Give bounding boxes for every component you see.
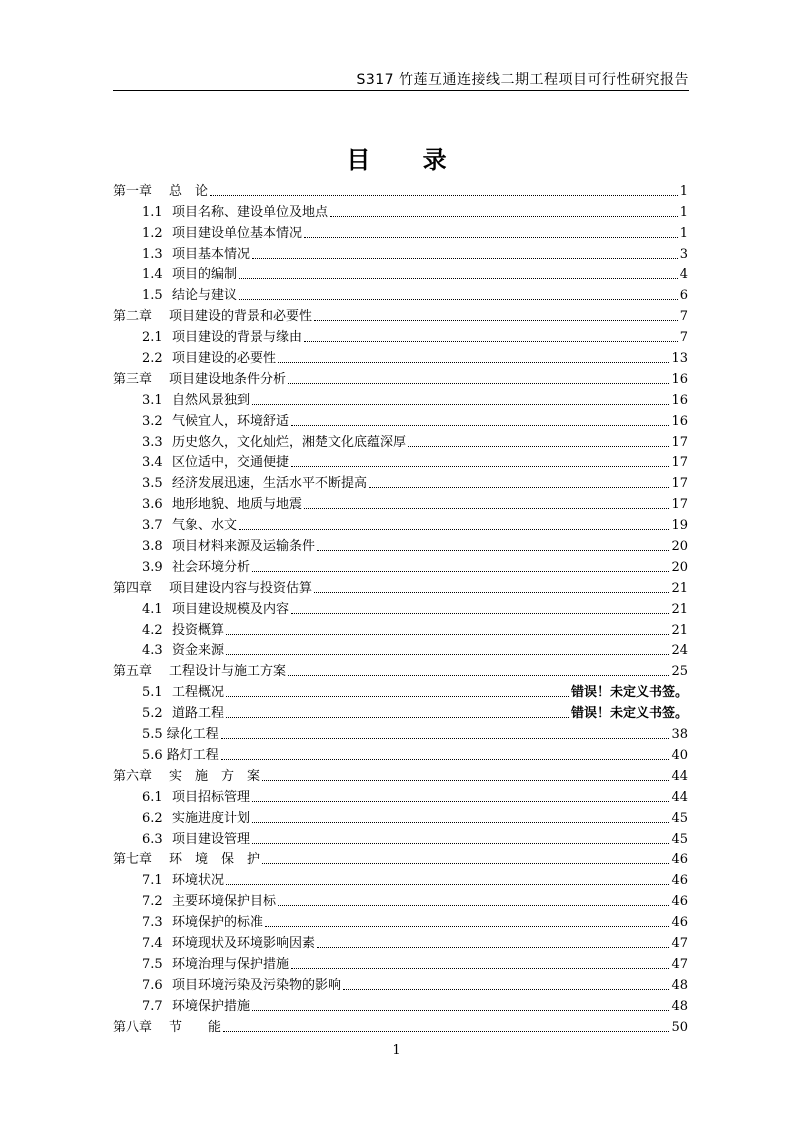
toc-page-number: 46 <box>671 852 688 868</box>
dot-leader <box>252 822 669 823</box>
toc-page-number: 46 <box>671 915 688 931</box>
toc-page-number: 16 <box>671 413 688 429</box>
toc-entry-number: 7.5 <box>142 956 163 972</box>
dot-leader <box>291 466 669 467</box>
toc-bookmark-error: 错误！未定义书签。 <box>570 706 688 722</box>
toc-entry-number: 5.2 <box>142 706 163 722</box>
toc-page-number: 6 <box>679 288 688 304</box>
toc-page-number: 13 <box>671 351 688 367</box>
toc-chapter-entry[interactable] <box>113 304 688 325</box>
dot-leader <box>291 613 669 614</box>
dot-leader <box>278 362 669 363</box>
toc-entry-label: 主要环境保护目标 <box>172 894 277 910</box>
toc-entry-number: 第六章 <box>113 768 153 784</box>
toc-entry-label: 项目基本情况 <box>172 246 251 262</box>
toc-page-number: 17 <box>671 497 688 513</box>
toc-entry-label: 项目建设的背景和必要性 <box>169 309 313 325</box>
toc-entry-number: 第七章 <box>113 852 153 868</box>
toc-entry-label: 项目名称、建设单位及地点 <box>172 204 329 220</box>
toc-entry-label: 结论与建议 <box>172 288 238 304</box>
toc-entry-number: 7.1 <box>142 873 163 889</box>
toc-entry-label: 项目环境污染及污染物的影响 <box>172 977 342 993</box>
dot-leader <box>226 884 669 885</box>
toc-page-number: 1 <box>679 225 688 241</box>
toc-page-number: 47 <box>671 935 688 951</box>
toc-chapter-entry[interactable] <box>113 179 688 200</box>
toc-entry-label: 环境状况 <box>172 873 225 889</box>
toc-section-entry[interactable] <box>113 492 688 513</box>
toc-entry-number: 3.3 <box>142 434 163 450</box>
page-number: 1 <box>392 1043 401 1058</box>
toc-section-entry[interactable] <box>113 409 688 430</box>
toc-section-entry[interactable] <box>113 868 688 889</box>
dot-leader <box>262 863 669 864</box>
toc-entry-label: 路灯工程 <box>166 747 219 763</box>
toc-section-entry[interactable] <box>113 451 688 472</box>
toc-section-entry[interactable] <box>113 785 688 806</box>
toc-entry-number: 7.7 <box>142 998 163 1014</box>
toc-entry-number: 6.2 <box>142 810 163 826</box>
dot-leader <box>226 654 669 655</box>
dot-leader <box>221 759 670 760</box>
toc-entry-label: 节 能 <box>169 1019 222 1035</box>
dot-leader <box>252 1010 669 1011</box>
toc-chapter-entry[interactable] <box>113 367 688 388</box>
toc-page-number: 17 <box>671 434 688 450</box>
toc-chapter-entry[interactable] <box>113 576 688 597</box>
toc-entry-number: 第八章 <box>113 1019 153 1035</box>
toc-entry-number: 7.2 <box>142 894 163 910</box>
toc-entry-number: 4.2 <box>142 622 163 638</box>
toc-section-entry[interactable] <box>113 639 688 660</box>
toc-entry-number: 第一章 <box>113 183 153 199</box>
running-header: S317 竹莲互通连接线二期工程项目可行性研究报告 <box>356 72 689 88</box>
toc-entry-label: 社会环境分析 <box>172 559 251 575</box>
dot-leader <box>221 738 670 739</box>
toc-entry-label: 项目的编制 <box>172 267 238 283</box>
toc-page-number: 17 <box>671 476 688 492</box>
toc-entry-label: 资金来源 <box>172 643 225 659</box>
toc-entry-label: 环境保护的标准 <box>172 915 264 931</box>
toc-page-number: 21 <box>671 622 688 638</box>
toc-entry-label: 道路工程 <box>172 706 225 722</box>
dot-leader <box>304 341 678 342</box>
toc-section-entry[interactable] <box>113 618 688 639</box>
toc-entry-label: 项目建设规模及内容 <box>172 601 290 617</box>
toc-entry-number: 5.5 <box>142 727 163 743</box>
toc-entry-label: 工程概况 <box>172 685 225 701</box>
dot-leader <box>252 258 678 259</box>
toc-page-number: 21 <box>671 601 688 617</box>
toc-page-number: 7 <box>679 309 688 325</box>
toc-section-entry[interactable] <box>113 722 688 743</box>
toc-entry-number: 2.2 <box>142 351 163 367</box>
toc-entry-number: 3.2 <box>142 413 163 429</box>
toc-entry-number: 2.1 <box>142 330 163 346</box>
dot-leader <box>278 905 669 906</box>
toc-chapter-entry[interactable] <box>113 848 688 869</box>
toc-page-number: 46 <box>671 873 688 889</box>
toc-chapter-entry[interactable] <box>113 764 688 785</box>
header-rule <box>113 90 689 91</box>
toc-section-entry[interactable] <box>113 283 688 304</box>
dot-leader <box>291 968 669 969</box>
dot-leader <box>330 216 678 217</box>
toc-entry-label: 项目材料来源及运输条件 <box>172 539 316 555</box>
toc-entry-label: 实 施 方 案 <box>169 768 261 784</box>
toc-entry-label: 地形地貌、地质与地震 <box>172 497 303 513</box>
toc-page-number: 40 <box>671 747 688 763</box>
toc-page-number: 16 <box>671 371 688 387</box>
toc-section-entry[interactable] <box>113 325 688 346</box>
toc-page-number: 16 <box>671 392 688 408</box>
toc-section-entry[interactable] <box>113 743 688 764</box>
toc-page-number: 20 <box>671 559 688 575</box>
toc-page-number: 19 <box>671 518 688 534</box>
dot-leader <box>239 529 669 530</box>
dot-leader <box>291 425 669 426</box>
toc-page-number: 38 <box>671 727 688 743</box>
dot-leader <box>239 299 678 300</box>
toc-entry-number: 7.6 <box>142 977 163 993</box>
dot-leader <box>252 801 669 802</box>
toc-page-number: 45 <box>671 831 688 847</box>
dot-leader <box>343 989 669 990</box>
toc-page-number: 46 <box>671 894 688 910</box>
toc-section-entry[interactable] <box>113 931 688 952</box>
toc-entry-label: 实施进度计划 <box>172 810 251 826</box>
toc-entry-label: 项目建设的必要性 <box>172 351 277 367</box>
toc-entry-label: 自然风景独到 <box>172 392 251 408</box>
toc-page-number: 47 <box>671 956 688 972</box>
toc-page-number: 48 <box>671 977 688 993</box>
toc-section-entry[interactable] <box>113 973 688 994</box>
dot-leader <box>317 947 669 948</box>
toc-page-number: 50 <box>671 1019 688 1035</box>
toc-section-entry[interactable] <box>113 221 688 242</box>
toc-page-number: 20 <box>671 539 688 555</box>
table-of-contents <box>113 179 688 1036</box>
toc-entry-label: 项目建设的背景与缘由 <box>172 330 303 346</box>
dot-leader <box>265 926 669 927</box>
toc-section-entry[interactable] <box>113 200 688 221</box>
toc-entry-number: 7.3 <box>142 915 163 931</box>
dot-leader <box>252 571 669 572</box>
toc-entry-label: 项目建设地条件分析 <box>169 371 287 387</box>
toc-entry-label: 工程设计与施工方案 <box>169 664 287 680</box>
toc-entry-number: 1.5 <box>142 288 163 304</box>
dot-leader <box>369 487 669 488</box>
toc-section-entry[interactable] <box>113 346 688 367</box>
toc-entry-number: 5.6 <box>142 747 163 763</box>
toc-entry-label: 绿化工程 <box>166 727 219 743</box>
toc-entry-label: 项目建设管理 <box>172 831 251 847</box>
toc-entry-label: 历史悠久，文化灿烂，湘楚文化底蕴深厚 <box>172 434 407 450</box>
toc-entry-label: 气象、水文 <box>172 518 238 534</box>
toc-entry-number: 1.1 <box>142 204 163 220</box>
toc-section-entry[interactable] <box>113 597 688 618</box>
toc-section-entry[interactable] <box>113 994 688 1015</box>
dot-leader <box>314 320 678 321</box>
toc-entry-number: 6.1 <box>142 789 163 805</box>
dot-leader <box>223 1031 669 1032</box>
toc-entry-number: 3.9 <box>142 559 163 575</box>
toc-entry-label: 项目建设单位基本情况 <box>172 225 303 241</box>
toc-section-entry[interactable] <box>113 680 688 701</box>
dot-leader <box>288 383 669 384</box>
toc-chapter-entry[interactable] <box>113 1015 688 1036</box>
toc-section-entry[interactable] <box>113 952 688 973</box>
dot-leader <box>288 675 669 676</box>
toc-entry-number: 第五章 <box>113 664 153 680</box>
toc-section-entry[interactable] <box>113 242 688 263</box>
toc-section-entry[interactable] <box>113 471 688 492</box>
toc-page-number: 7 <box>679 330 688 346</box>
toc-entry-label: 项目招标管理 <box>172 789 251 805</box>
toc-section-entry[interactable] <box>113 430 688 451</box>
toc-section-entry[interactable] <box>113 806 688 827</box>
toc-bookmark-error: 错误！未定义书签。 <box>570 685 688 701</box>
toc-entry-number: 3.6 <box>142 497 163 513</box>
toc-entry-number: 1.4 <box>142 267 163 283</box>
dot-leader <box>239 278 678 279</box>
toc-page-number: 44 <box>671 789 688 805</box>
toc-entry-label: 环境保护措施 <box>172 998 251 1014</box>
toc-entry-label: 总 论 <box>169 183 209 199</box>
toc-page-number: 44 <box>671 768 688 784</box>
toc-page-number: 1 <box>679 183 688 199</box>
toc-entry-label: 投资概算 <box>172 622 225 638</box>
toc-entry-label: 区位适中，交通便捷 <box>172 455 290 471</box>
toc-entry-number: 1.3 <box>142 246 163 262</box>
toc-entry-label: 环境现状及环境影响因素 <box>172 935 316 951</box>
dot-leader <box>408 446 669 447</box>
toc-entry-number: 3.4 <box>142 455 163 471</box>
toc-page-number: 4 <box>679 267 688 283</box>
toc-page-number: 3 <box>679 246 688 262</box>
toc-entry-number: 5.1 <box>142 685 163 701</box>
dot-leader <box>317 550 669 551</box>
toc-entry-label: 环 境 保 护 <box>169 852 261 868</box>
toc-section-entry[interactable] <box>113 910 688 931</box>
toc-section-entry[interactable] <box>113 701 688 722</box>
dot-leader <box>252 404 669 405</box>
toc-section-entry[interactable] <box>113 827 688 848</box>
toc-section-entry[interactable] <box>113 555 688 576</box>
toc-entry-label: 项目建设内容与投资估算 <box>169 580 313 596</box>
dot-leader <box>210 195 678 196</box>
toc-section-entry[interactable] <box>113 534 688 555</box>
toc-entry-number: 3.7 <box>142 518 163 534</box>
toc-entry-number: 7.4 <box>142 935 163 951</box>
dot-leader <box>304 508 669 509</box>
toc-page-number: 17 <box>671 455 688 471</box>
toc-entry-label: 环境治理与保护措施 <box>172 956 290 972</box>
toc-chapter-entry[interactable] <box>113 659 688 680</box>
toc-section-entry[interactable] <box>113 513 688 534</box>
dot-leader <box>226 696 569 697</box>
toc-title: 目 录 <box>346 145 469 174</box>
toc-page-number: 45 <box>671 810 688 826</box>
toc-page-number: 48 <box>671 998 688 1014</box>
dot-leader <box>226 634 669 635</box>
toc-entry-number: 第三章 <box>113 371 153 387</box>
toc-entry-number: 3.5 <box>142 476 163 492</box>
toc-entry-number: 6.3 <box>142 831 163 847</box>
toc-section-entry[interactable] <box>113 388 688 409</box>
toc-entry-number: 4.1 <box>142 601 163 617</box>
dot-leader <box>262 780 669 781</box>
toc-entry-number: 第四章 <box>113 580 153 596</box>
toc-page-number: 1 <box>679 204 688 220</box>
toc-entry-number: 3.1 <box>142 392 163 408</box>
toc-entry-number: 第二章 <box>113 309 153 325</box>
toc-entry-label: 气候宜人，环境舒适 <box>172 413 290 429</box>
toc-entry-label: 经济发展迅速，生活水平不断提高 <box>172 476 368 492</box>
toc-page-number: 21 <box>671 580 688 596</box>
toc-section-entry[interactable] <box>113 889 688 910</box>
toc-entry-number: 1.2 <box>142 225 163 241</box>
dot-leader <box>252 843 669 844</box>
toc-section-entry[interactable] <box>113 263 688 284</box>
dot-leader <box>304 237 678 238</box>
dot-leader <box>226 717 569 718</box>
toc-page-number: 25 <box>671 664 688 680</box>
dot-leader <box>314 592 669 593</box>
toc-page-number: 24 <box>671 643 688 659</box>
toc-entry-number: 3.8 <box>142 539 163 555</box>
toc-entry-number: 4.3 <box>142 643 163 659</box>
